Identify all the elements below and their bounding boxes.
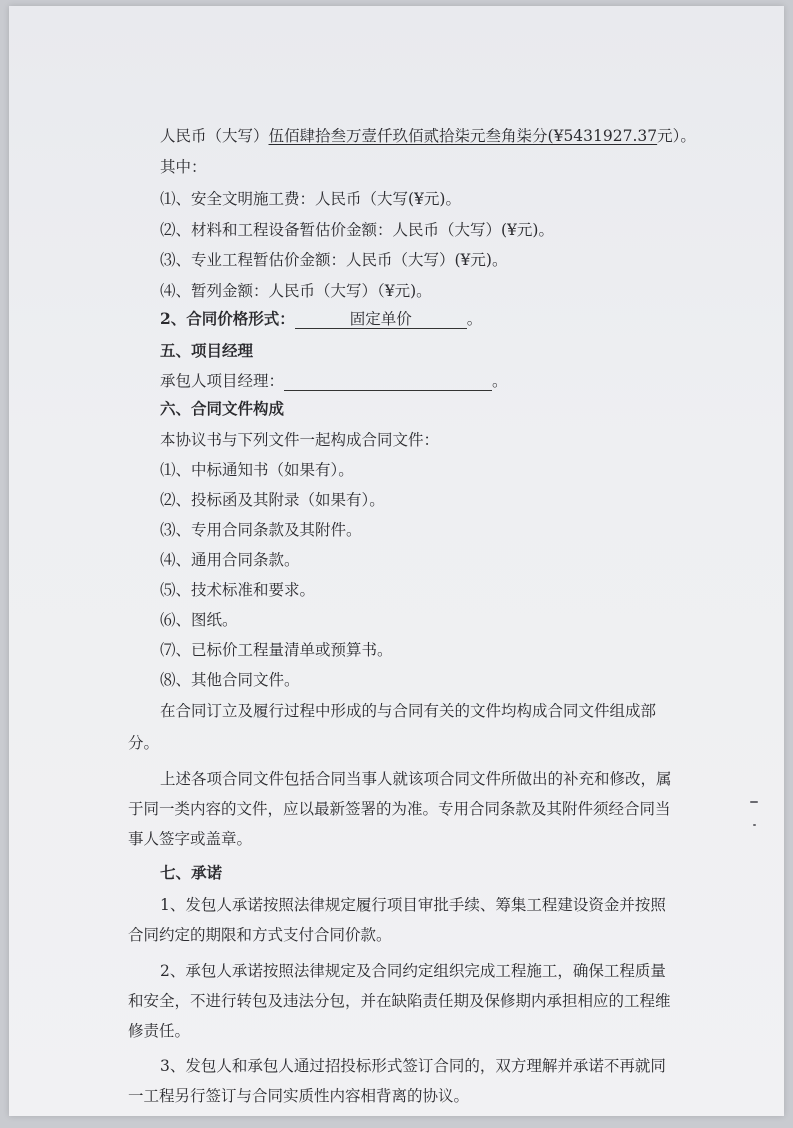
section6-intro: 本协议书与下列文件一起构成合同文件： bbox=[160, 431, 440, 449]
contract-price-line bbox=[160, 126, 696, 146]
document-item-6: ⑹、图纸。 bbox=[160, 611, 238, 629]
document-item-1: ⑴、中标通知书（如果有）。 bbox=[160, 461, 354, 479]
price-suffix: 元）。 bbox=[657, 127, 696, 145]
breakdown-item-2: ⑵、材料和工程设备暂估价金额：人民币（大写）(¥元)。 bbox=[160, 221, 554, 239]
price-form-line bbox=[160, 309, 482, 329]
price-form-label: 2、合同价格形式： bbox=[160, 309, 295, 328]
price-form-value: 固定单价 bbox=[295, 311, 467, 329]
para1-line2: 分。 bbox=[128, 734, 160, 752]
price-amount-figures: (¥5431927.37 bbox=[547, 127, 658, 145]
among-label: 其中： bbox=[160, 158, 207, 176]
document-item-4: ⑷、通用合同条款。 bbox=[160, 551, 300, 569]
commitment2-line3: 修责任。 bbox=[128, 1022, 191, 1040]
scan-speck bbox=[750, 801, 758, 803]
breakdown-item-1: ⑴、安全文明施工费：人民币（大写(¥元)。 bbox=[160, 190, 461, 208]
para2-line2: 于同一类内容的文件，应以最新签署的为准。专用合同条款及其附件须经合同当 bbox=[128, 800, 671, 818]
breakdown-item-4: ⑷、暂列金额：人民币（大写）（¥元)。 bbox=[160, 282, 432, 300]
document-item-8: ⑻、其他合同文件。 bbox=[160, 671, 300, 689]
commitment1-line2: 合同约定的期限和方式支付合同价款。 bbox=[128, 926, 392, 944]
commitment2-line2: 和安全，不进行转包及违法分包，并在缺陷责任期及保修期内承担相应的工程维 bbox=[128, 992, 671, 1010]
pm-label: 承包人项目经理： bbox=[160, 372, 285, 390]
para1-line1: 在合同订立及履行过程中形成的与合同有关的文件均构成合同文件组成部 bbox=[160, 702, 657, 720]
section5-heading: 五、项目经理 bbox=[160, 341, 254, 360]
document-page bbox=[9, 6, 784, 1116]
section6-heading: 六、合同文件构成 bbox=[160, 399, 285, 418]
price-amount-words: 伍佰肆拾叁万壹仟玖佰贰拾柒元叁角柒分 bbox=[268, 127, 548, 145]
document-item-3: ⑶、专用合同条款及其附件。 bbox=[160, 521, 362, 539]
commitment3-line1: 3、发包人和承包人通过招投标形式签订合同的，双方理解并承诺不再就同 bbox=[160, 1057, 666, 1075]
breakdown-item-3: ⑶、专业工程暂估价金额：人民币（大写）(¥元)。 bbox=[160, 251, 508, 269]
para2-line3: 事人签字或盖章。 bbox=[128, 830, 253, 848]
pm-line bbox=[160, 371, 508, 391]
price-form-end: 。 bbox=[466, 310, 483, 328]
para2-line1: 上述各项合同文件包括合同当事人就该项合同文件所做出的补充和修改，属 bbox=[160, 770, 672, 788]
document-item-5: ⑸、技术标准和要求。 bbox=[160, 581, 316, 599]
document-item-2: ⑵、投标函及其附录（如果有）。 bbox=[160, 491, 385, 509]
price-prefix: 人民币（大写） bbox=[160, 127, 269, 145]
document-item-7: ⑺、已标价工程量清单或预算书。 bbox=[160, 641, 393, 659]
commitment1-line1: 1、发包人承诺按照法律规定履行项目审批手续、筹集工程建设资金并按照 bbox=[160, 896, 666, 914]
commitment2-line1: 2、承包人承诺按照法律规定及合同约定组织完成工程施工，确保工程质量 bbox=[160, 962, 666, 980]
commitment3-line2: 一工程另行签订与合同实质性内容相背离的协议。 bbox=[128, 1087, 470, 1105]
pm-end: 。 bbox=[492, 372, 508, 390]
scan-speck bbox=[753, 824, 756, 826]
section7-heading: 七、承诺 bbox=[160, 863, 223, 882]
pm-value bbox=[284, 373, 492, 391]
